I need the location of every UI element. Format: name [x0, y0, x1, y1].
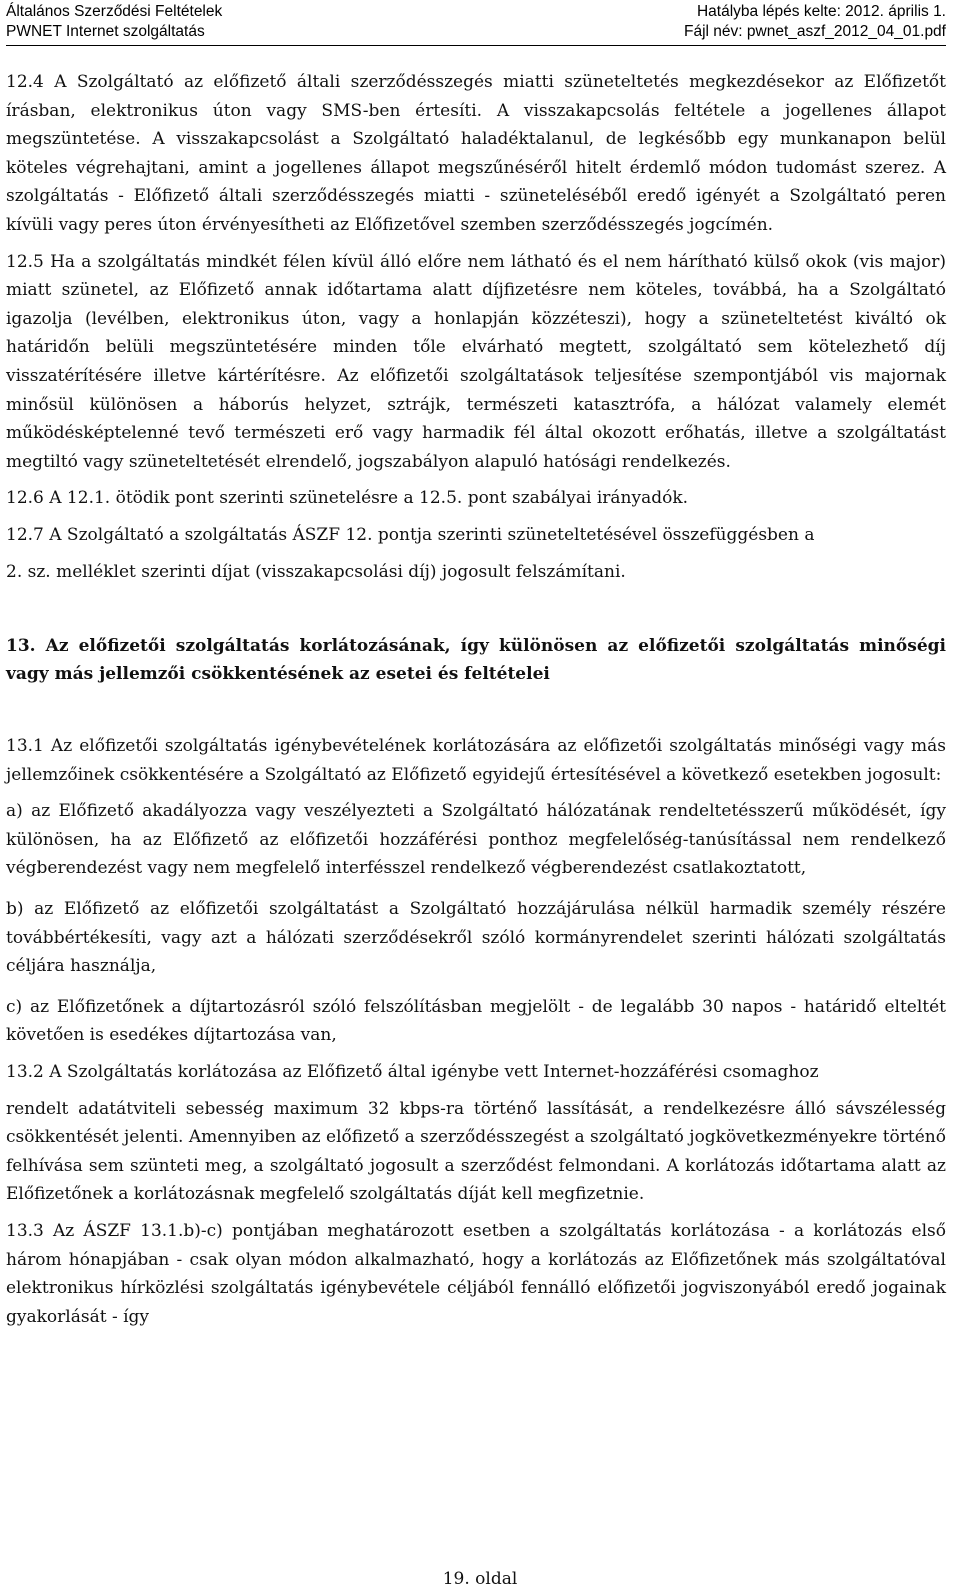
section-13-heading: 13. Az előfizetői szolgáltatás korlátozásának, így különösen az előfizetői szolgáltatás minőségi vagy más jellemzői csökkentésének az esetei és feltételei — [6, 636, 946, 685]
document-title: Általános Szerződési Feltételek — [6, 3, 223, 20]
service-name: PWNET Internet szolgáltatás — [6, 23, 205, 40]
section-13-1-c: c) az Előfizetőnek a díjtartozásról szóló felszólításban megjelölt - de legalább 30 napos - határidő elteltét követően is esedékes díjtartozása van, — [6, 996, 946, 1046]
section-13-2: 13.2 A Szolgáltatás korlátozása az Előfizető által igénybe vett Internet-hozzáférési csomaghoz — [6, 1062, 819, 1083]
section-12-5: 12.5 Ha a szolgáltatás mindkét félen kívül álló előre nem látható és el nem hárítható külső okok (vis major) miatt szünetel, az Előfizető annak időtartama alatt díjfizetésre nem köteles, továbbá, ha a Szolgáltató igazolja (levélben, elektronikus úton, vagy a honlapján közzéteszi), hogy a szüneteltetést kiváltó ok határidőn belüli megszüntetésére minden tőle elvárható megtett, szolgáltató sem kötelezhető díj visszatérítésére illetve kártérítésre. Az előfizetői szolgáltatások teljesítése szempontjából vis majornak minősül különösen a háborús helyzet, sztrájk, természeti katasztrófa, a hálózat valamely elemét működésképtelenné tevő természeti erő vagy harmadik fél által okozott erőhatás, illetve a szolgáltatást megtiltó vagy szüneteltetését elrendelő, jogszabályon alapuló hatósági rendelkezés. — [6, 251, 946, 472]
section-13-1-a: a) az Előfizető akadályozza vagy veszélyezteti a Szolgáltató hálózatának rendeltetésszerű működését, így különösen, ha az Előfizető az előfizetői hozzáférési ponthoz megfelelőség-tanúsítással nem rendelkező végberendezést vagy nem megfelelő interfésszel rendelkező végberendezést csatlakoztatott, — [6, 801, 946, 879]
section-13-2-continued: rendelt adatátviteli sebesség maximum 32 kbps-ra történő lassítását, a rendelkezésre álló sávszélesség csökkentését jelenti. Amennyiben az előfizető a szerződésszegést a szolgáltató jogkövetkezményekre történő felhívása sem szünteti meg, a szolgáltató jogosult a szerződést felmondani. A korlátozás időtartama alatt az Előfizetőnek a korlátozásnak megfelelő szolgáltatás díját kell megfizetnie. — [6, 1098, 946, 1205]
effective-date: Hatályba lépés kelte: 2012. április 1. — [696, 3, 946, 20]
page-header — [6, 2, 946, 46]
section-12-7: 12.7 A Szolgáltató a szolgáltatás ÁSZF 12. pontja szerinti szüneteltetésével összefüggésben a — [6, 524, 815, 545]
page-number: 19. oldal — [442, 1569, 518, 1589]
section-13-1-b: b) az Előfizető az előfizetői szolgáltatást a Szolgáltató hozzájárulása nélkül harmadik személy részére továbbértékesíti, vagy azt a hálózati szerződésekről szóló kormányrendelet szerinti hálózati szolgáltatás céljára használja, — [6, 899, 946, 977]
header-right — [684, 2, 946, 42]
header-divider — [6, 45, 946, 46]
document-body — [6, 68, 946, 1331]
section-12-6: 12.6 A 12.1. ötödik pont szerinti szünetelésre a 12.5. pont szabályai irányadók. — [6, 488, 689, 509]
section-13-1: 13.1 Az előfizetői szolgáltatás igénybevételének korlátozására az előfizetői szolgáltatás minőségi vagy más jellemzőinek csökkentésére a Szolgáltató az Előfizető egyidejű értesítésével a következő esetekben jogosult: — [6, 736, 946, 785]
header-left — [6, 2, 222, 42]
section-12-4: 12.4 A Szolgáltató az előfizető általi szerződésszegés miatti szüneteltetés megkezdésekor az Előfizetőt írásban, elektronikus úton vagy SMS-ben értesíti. A visszakapcsolás feltétele a jogellenes állapot megszüntetése. A visszakapcsolást a Szolgáltató haladéktalanul, de legkésőbb egy munkanapon belül köteles végrehajtani, amint a jogellenes állapot megszűnéséről hitelt érdemlő módon tudomást szerez. A szolgáltatás - Előfizető általi szerződésszegés miatti - szüneteléséből eredő igényét a Szolgáltató peren kívüli vagy peres úton érvényesítheti az Előfizetővel szemben szerződésszegés jogcímén. — [6, 72, 946, 235]
file-name: Fájl név: pwnet_aszf_2012_04_01.pdf — [684, 23, 946, 40]
section-13-3: 13.3 Az ÁSZF 13.1.b)-c) pontjában meghatározott esetben a szolgáltatás korlátozása - a korlátozás első három hónapjában - csak olyan módon alkalmazható, hogy a korlátozás az Előfizetőnek más szolgáltatóval elektronikus hírközlési szolgáltatás igénybevétele céljából fennálló előfizetői jogviszonyából eredő jogainak gyakorlását - így — [6, 1221, 946, 1327]
section-12-7-continued: 2. sz. melléklet szerinti díjat (visszakapcsolási díj) jogosult felszámítani. — [6, 561, 626, 582]
